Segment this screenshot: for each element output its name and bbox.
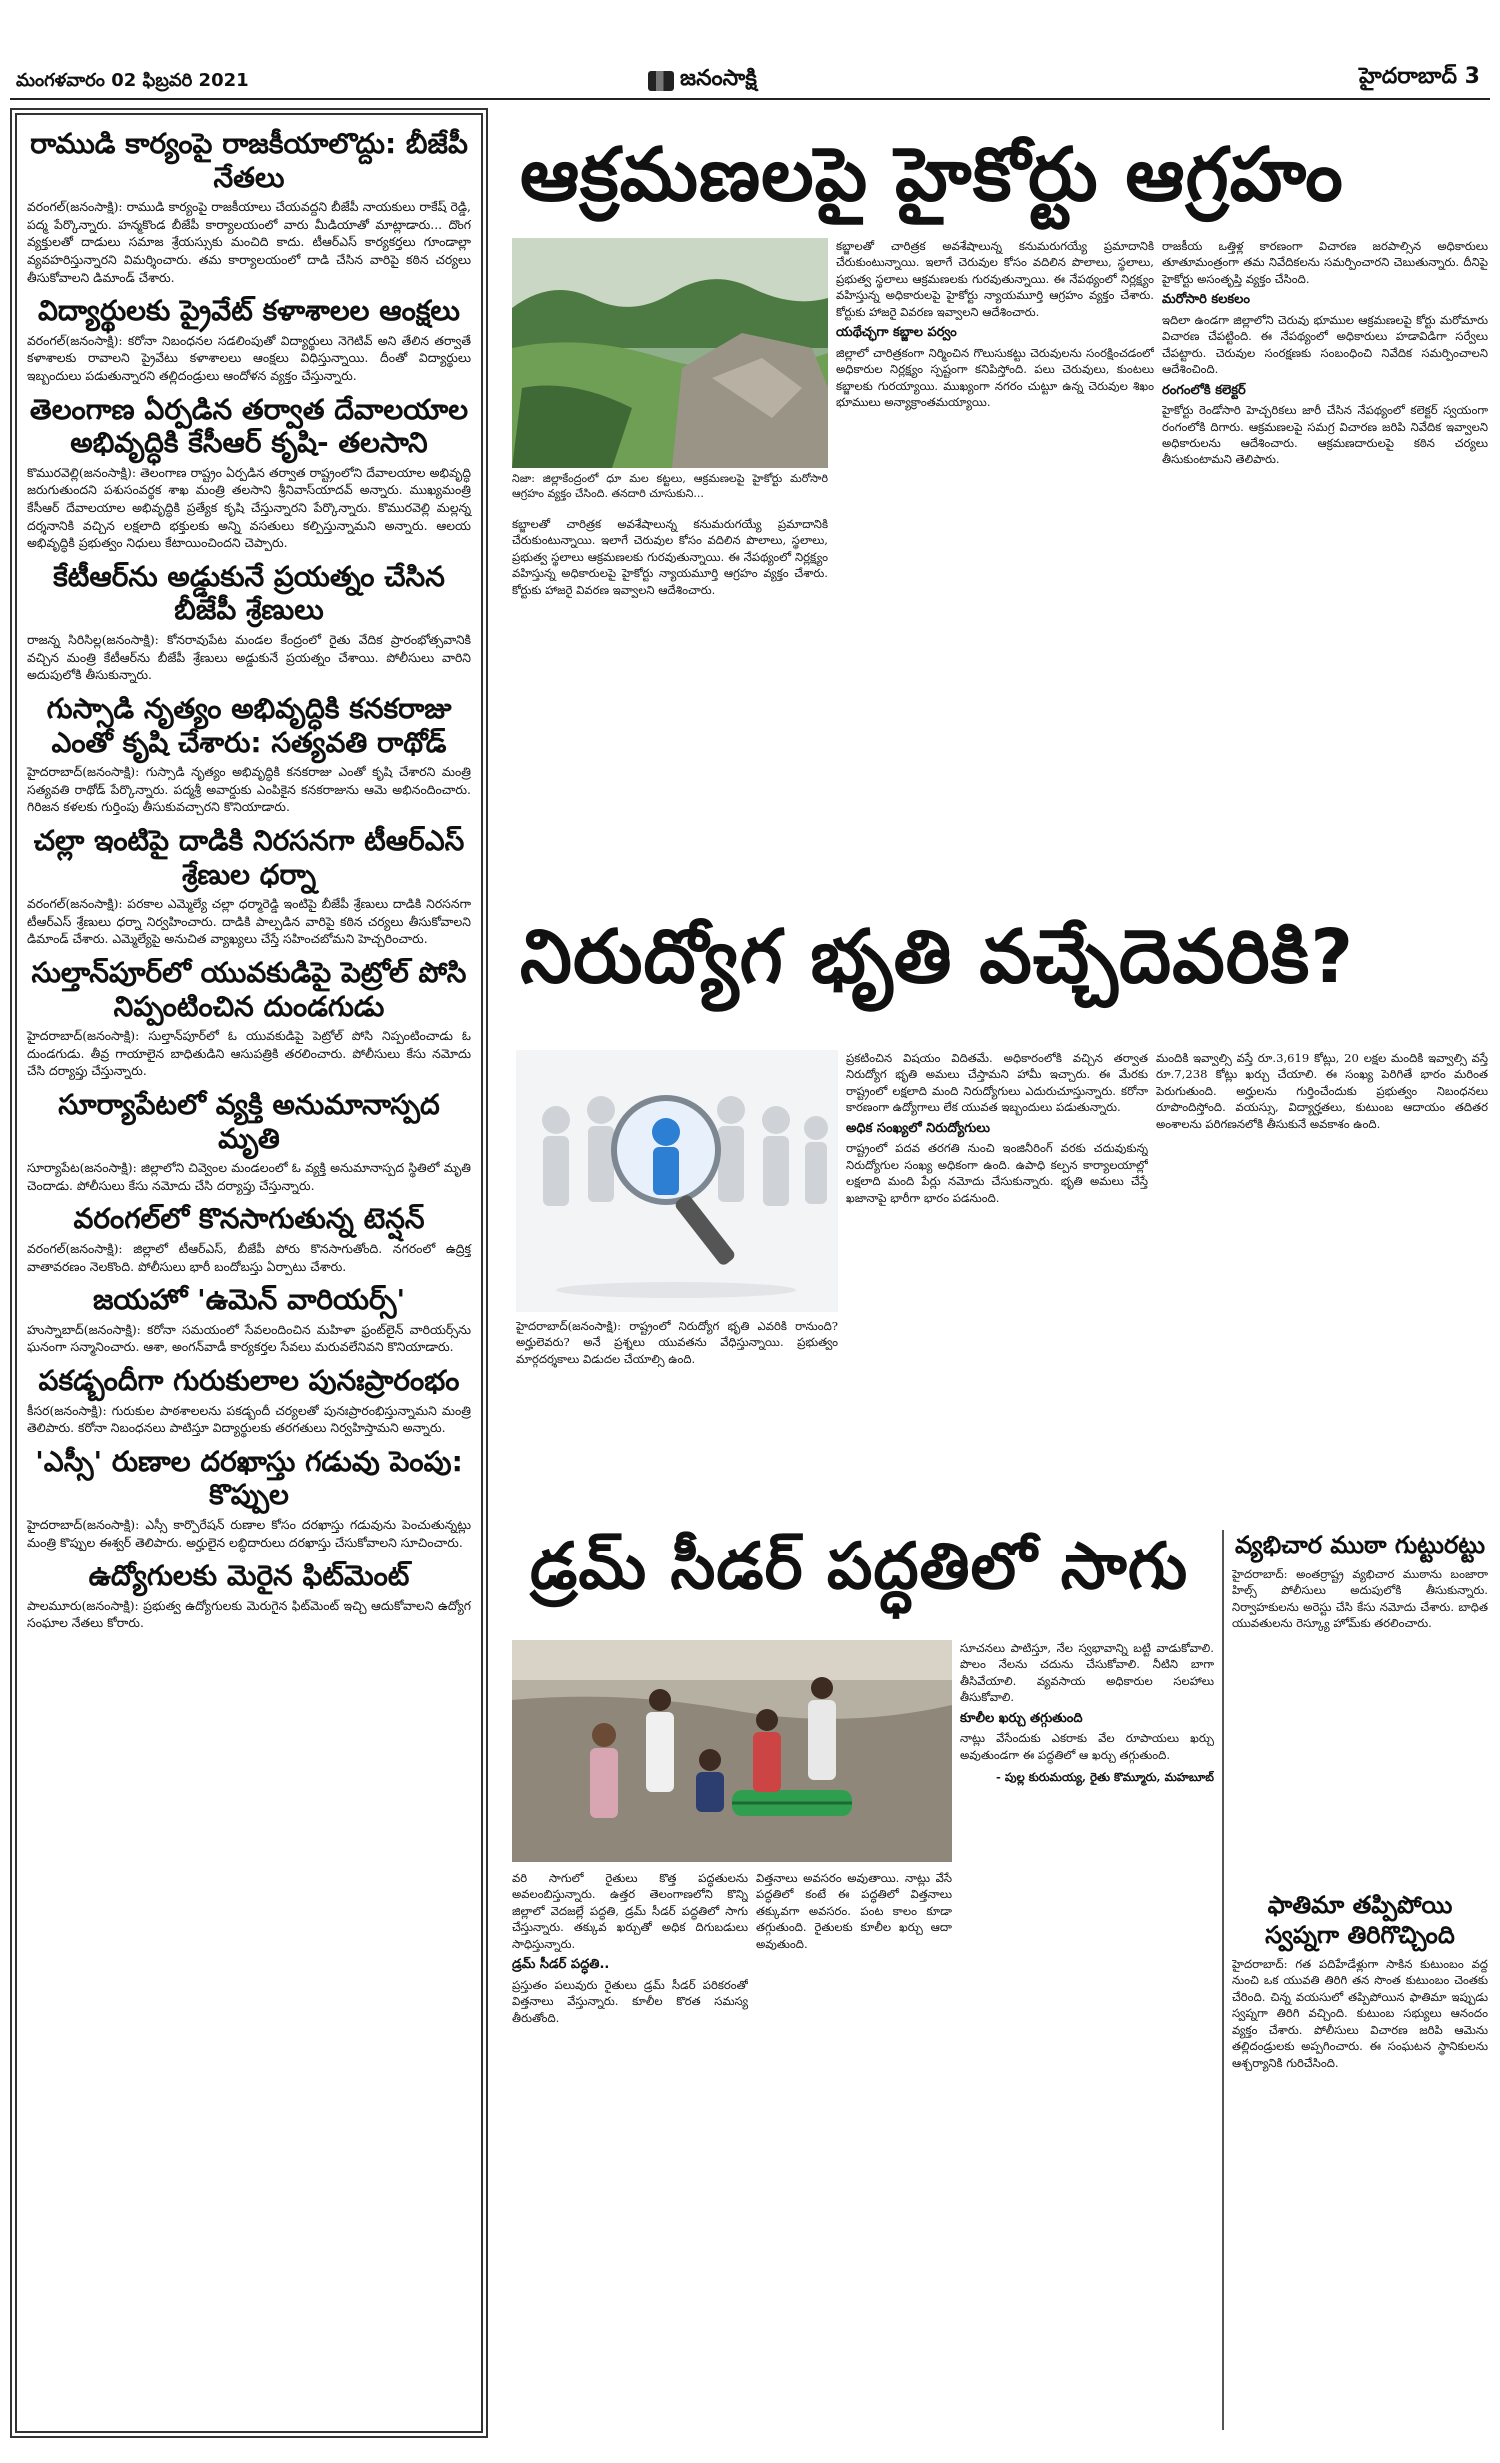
story3-subhead-2: కూలీల ఖర్చు తగ్గుతుంది	[960, 1710, 1083, 1726]
left-news-item	[27, 294, 471, 384]
left-news-item	[27, 1445, 471, 1551]
left-news-body: వరంగల్‌(జనంసాక్షి): జిల్లాలో టీఆర్‌ఎస్‌, బీజేపీ పోరు కొనసాగుతోంది. నగరంలో ఉద్రిక్త వాతావరణం నెలకొంది. పోలీసులు భారీ బందోబస్తు ఏర్పాటు చేశారు.	[27, 1240, 471, 1274]
story3-body-e: నాట్లు వేసేందుకు ఎకరాకు వేల రూపాయలు ఖర్చు అవుతుండగా ఈ పద్ధతిలో ఆ ఖర్చు తగ్గుతుంది.	[960, 1731, 1214, 1762]
left-news-headline: కేటీఆర్‌ను అడ్డుకునే ప్రయత్నం చేసిన బీజేపీ శ్రేణులు	[53, 559, 445, 627]
story2-subhead-1: అధిక సంఖ్యలో నిరుద్యోగులు	[846, 1120, 990, 1136]
left-news-body: హైదరాబాద్‌(జనంసాక్షి): ఎస్సీ కార్పొరేషన్‌ రుణాల కోసం దరఖాస్తు గడువును పెంచుతున్నట్లు మంత్రి కొప్పుల ఈశ్వర్‌ తెలిపారు. అర్హులైన లబ్ధిదారులు దరఖాస్తు చేసుకోవాలని సూచించారు.	[27, 1516, 471, 1550]
story3-text-col0	[512, 1870, 748, 2430]
left-news-item	[27, 956, 471, 1080]
story3-body-b: ప్రస్తుతం పలువురు రైతులు డ్రమ్‌ సీడర్‌ పరికరంతో విత్తనాలు వేస్తున్నారు. కూలీల కొరత సమస్య తీరుతోంది.	[512, 1977, 748, 2025]
story2-body-d: మందికి ఇవ్వాల్సి వస్తే రూ.3,619 కోట్లు, 20 లక్షల మందికి ఇవ్వాల్సి వస్తే రూ.7,238 కోట్లు ఖర్చు చేయాలి. ఈ సంఖ్య పెరిగితే భారం మరింత పెరుగుతుంది. అర్హులను గుర్తించేందుకు ప్రభుత్వం నిబంధనలు రూపొందిస్తోంది. వయస్సు, విద్యార్హతలు, కుటుంబ ఆదాయం తదితర అంశాలను పరిగణనలోకి తీసుకునే అవకాశం ఉంది.	[1156, 1051, 1488, 1131]
left-news-body: వరంగల్‌(జనంసాక్షి): పరకాల ఎమ్మెల్యే చల్లా ధర్మారెడ్డి ఇంటిపై బీజేపీ శ్రేణులు దాడికి నిరసనగా టీఆర్‌ఎస్‌ శ్రేణులు ధర్నా నిర్వహించారు. దాడికి పాల్పడిన వారిపై కఠిన చర్యలు తీసుకోవాలని డిమాండ్‌ చేశారు. ఎమ్మెల్యేపై అనుచిత వ్యాఖ్యలు చేస్తే సహించబోమని హెచ్చరించారు.	[27, 896, 471, 947]
story1-photo	[512, 238, 828, 468]
left-news-headline: ఉద్యోగులకు మెరైన ఫిట్‌మెంట్‌	[88, 1559, 410, 1593]
box1-headline: వ్యభిచార ముఠా గుట్టురట్టు	[1234, 1531, 1486, 1559]
story1-text-col2	[1162, 238, 1488, 898]
left-news-item	[27, 560, 471, 684]
story3-photo	[512, 1640, 952, 1862]
left-news-item	[27, 1202, 471, 1275]
story2-photo	[516, 1050, 838, 1312]
left-news-headline: 'ఎస్సీ' రుణాల దరఖాస్తు గడువు పెంపు: కొప్పుల	[35, 1444, 463, 1512]
left-news-headline: తెలంగాణ ఏర్పడిన తర్వాత దేవాలయాల అభివృద్ధికి కేసీఆర్‌ కృషి- తలసాని	[29, 392, 469, 460]
left-news-item	[27, 692, 471, 816]
story1-body-d: రాజకీయ ఒత్తిళ్ల కారణంగా విచారణ జరపాల్సిన అధికారులు తూతూమంత్రంగా తమ నివేదికలను సమర్పించారని చెబుతున్నారు. దీనిపై హైకోర్టు అసంతృప్తి వ్యక్తం చేసింది.	[1162, 239, 1488, 286]
story2-headline: నిరుద్యోగ భృతి వచ్చేదెవరికి?	[520, 914, 1355, 1000]
story2-text-col1	[846, 1050, 1148, 1500]
story1-subhead-2: మరోసారి కలకలం	[1162, 292, 1250, 308]
story3-headline: డ్రమ్‌ సీడర్‌ పద్ధతిలో సాగు	[530, 1530, 1189, 1604]
left-news-item	[27, 393, 471, 552]
story2-body-b: రాష్ట్రంలో పదవ తరగతి నుంచి ఇంజినీరింగ్‌ వరకు చదువుకున్న నిరుద్యోగుల సంఖ్య అధికంగా ఉంది. ఉపాధి కల్పన కార్యాలయాల్లో లక్షలాది మంది పేర్లు నమోదు చేసుకున్నారు. భృతి అమలు చేస్తే ఖజానాపై భారీగా భారం పడనుంది.	[846, 1141, 1148, 1205]
left-news-column	[10, 108, 488, 2438]
story2-text-col0	[516, 1318, 838, 1508]
story3-text-col1	[756, 1870, 952, 2430]
left-news-item	[27, 1364, 471, 1437]
story1-text-col0	[512, 516, 828, 898]
story3-body-d: సూచనలు పాటిస్తూ, నేల స్వభావాన్ని బట్టి వాడుకోవాలి. పొలం నేలను చదును చేసుకోవాలి. నీటిని బాగా తీసివేయాలి. వ్యవసాయ అధికారుల సలహాలు తీసుకోవాలి.	[960, 1641, 1214, 1705]
story3-body-a: వరి సాగులో రైతులు కొత్త పద్ధతులను అవలంబిస్తున్నారు. ఉత్తర తెలంగాణలోని కొన్ని జిల్లాలో వెదజల్లే పద్ధతి, డ్రమ్‌ సీడర్‌ పద్ధతిలో సాగు చేస్తున్నారు. తక్కువ ఖర్చుతో అధిక దిగుబడులు సాధిస్తున్నారు.	[512, 1871, 748, 1951]
left-news-body: సూర్యాపేట(జనంసాక్షి): జిల్లాలోని చివ్వెంల మండలంలో ఓ వ్యక్తి అనుమానాస్పద స్థితిలో మృతి చెందాడు. పోలీసులు కేసు నమోదు చేసి దర్యాప్తు చేస్తున్నారు.	[27, 1160, 471, 1193]
story1-body-b: కబ్జాలతో చారిత్రక అవశేషాలున్న కనుమరుగయ్యే ప్రమాదానికి చేరుకుంటున్నాయి. ఇలాగే చెరువుల కోసం వదిలిన పొలాలు, స్థలాలు, ప్రభుత్వ స్థలాలు ఆక్రమణలకు గురవుతున్నాయి. ఈ నేపథ్యంలో నిర్లక్ష్యం వహిస్తున్న అధికారులపై హైకోర్టు న్యాయమూర్తి ఆగ్రహం వ్యక్తం చేశారు. కోర్టుకు హాజరై వివరణ ఇవ్వాలని ఆదేశించారు.	[836, 239, 1154, 319]
box2	[1232, 1890, 1488, 2396]
story1-subhead-3: రంగంలోకి కలెక్టర్‌	[1162, 382, 1246, 398]
page-header	[0, 0, 1500, 104]
story3-byline: - పుల్ల కురుమయ్య, రైతు కొమ్మూరు, మహబూబ్‌	[996, 1770, 1214, 1785]
left-news-body: కొమురవెల్లి(జనంసాక్షి): తెలంగాణ రాష్ట్రం ఏర్పడిన తర్వాత రాష్ట్రంలోని దేవాలయాల అభివృద్ధి జరుగుతుందని పశుసంవర్థక శాఖ మంత్రి తలసాని శ్రీనివాస్‌యాదవ్‌ అన్నారు. ముఖ్యమంత్రి కేసీఆర్‌ దేవాలయాల అభివృద్ధికి ప్రత్యేక కృషి చేస్తున్నారని పేర్కొన్నారు. కొమురవెల్లి మల్లన్న దర్శనానికి వచ్చిన లక్షలాది భక్తులకు అన్ని వసతులు కల్పిస్తున్నామని అన్నారు. ఆలయ అభివృద్ధికి ప్రభుత్వం నిధులు కేటాయించిందని చెప్పారు.	[27, 464, 471, 551]
left-news-headline: విద్యార్థులకు ప్రైవేట్‌ కళాశాలల ఆంక్షలు	[38, 294, 460, 328]
left-news-headline: రాముడి కార్యంపై రాజకీయాలొద్దు: బీజేపీ నేతలు	[30, 127, 468, 194]
left-news-body: పాలమూరు(జనంసాక్షి): ప్రభుత్వ ఉద్యోగులకు మెరుగైన ఫిట్‌మెంట్‌ ఇచ్చి ఆదుకోవాలని ఉద్యోగ సంఘాల నేతలు కోరారు.	[27, 1597, 471, 1631]
box1-body: హైదరాబాద్‌: అంతర్రాష్ట్ర వ్యభిచార ముఠాను బంజారా హిల్స్‌ పోలీసులు అదుపులోకి తీసుకున్నారు. నిర్వాహకులను అరెస్టు చేసి కేసు నమోదు చేశారు. బాధిత యువతులను రెస్క్యూ హోమ్‌కు తరలించారు.	[1232, 1567, 1488, 1631]
story1-body-e: ఇదిలా ఉండగా జిల్లాలోని చెరువు భూముల ఆక్రమణలపై కోర్టు మరోమారు విచారణ చేపట్టింది. ఈ నేపథ్యంలో అధికారులు హడావిడిగా సర్వేలు చేపట్టారు. చెరువుల సంరక్షణకు సంబంధించి నివేదిక సమర్పించాలని ఆదేశించింది.	[1162, 312, 1488, 377]
left-news-headline: వరంగల్‌లో కొనసాగుతున్న టెన్షన్‌	[73, 1202, 425, 1236]
story1-body-f: హైకోర్టు రెండోసారి హెచ్చరికలు జారీ చేసిన నేపథ్యంలో కలెక్టర్‌ స్వయంగా రంగంలోకి దిగారు. ఆక్రమణలపై సమగ్ర విచారణ జరిపి నివేదిక ఇవ్వాలని అధికారులను ఆదేశించారు. ఆక్రమణదారులపై కఠిన చర్యలు తీసుకుంటామని తెలిపారు.	[1162, 403, 1488, 467]
column-divider	[1222, 1530, 1224, 2430]
left-news-item	[27, 1559, 471, 1632]
left-news-body: రాజన్న సిరిసిల్ల(జనంసాక్షి): కోనరావుపేట మండల కేంద్రంలో రైతు వేదిక ప్రారంభోత్సవానికి వచ్చిన మంత్రి కేటీఆర్‌ను బీజేపీ శ్రేణులు అడ్డుకునే ప్రయత్నం చేశాయి. పోలీసులు వారిని అదుపులోకి తీసుకున్నారు.	[27, 632, 471, 683]
left-news-headline: చల్లా ఇంటిపై దాడికి నిరసనగా టీఆర్‌ఎస్‌ శ్రేణుల ధర్నా	[33, 823, 465, 891]
left-news-headline: పకడ్బందీగా గురుకులాల పునఃప్రారంభం	[38, 1363, 460, 1397]
box1	[1232, 1530, 1488, 1866]
page-edition: హైదరాబాద్ 3	[1359, 64, 1480, 89]
left-news-body: హుస్నాబాద్‌(జనంసాక్షి): కరోనా సమయంలో సేవలందించిన మహిళా ఫ్రంట్‌లైన్‌ వారియర్స్‌ను ఘనంగా సన్మానించారు. ఆశా, అంగన్‌వాడీ కార్యకర్తల సేవలు మరువలేనివని కొనియాడారు.	[27, 1321, 471, 1355]
left-news-item	[27, 824, 471, 948]
newspaper-name: జనంసాక్షి	[680, 66, 757, 91]
story3-subhead-1: డ్రమ్‌ సీడర్‌ పద్ధతి..	[512, 1957, 610, 1973]
story1-subhead-1: యథేచ్ఛగా కబ్జాల పర్వం	[836, 325, 957, 341]
left-news-headline: సుల్తాన్‌పూర్‌లో యువకుడిపై పెట్రోల్‌ పోసి నిప్పంటించిన దుండగుడు	[31, 955, 467, 1023]
left-news-headline: గుస్సాడి నృత్యం అభివృద్ధికి కనకరాజు ఎంతో కృషి చేశారు: సత్యవతి రాథోడ్‌	[46, 691, 452, 759]
left-news-body: హైదరాబాద్‌(జనంసాక్షి): సుల్తాన్‌పూర్‌లో ఓ యువకుడిపై పెట్రోల్‌ పోసి నిప్పంటించాడు ఓ దుండగుడు. తీవ్ర గాయాలైన బాధితుడిని ఆసుపత్రికి తరలించారు. పోలీసులు కేసు నమోదు చేసి దర్యాప్తు చేస్తున్నారు.	[27, 1028, 471, 1079]
story1-caption: నిజా: జిల్లాకేంద్రంలో ధూ మల కట్టలు, ఆక్రమణలపై హైకోర్టు మరోసారి ఆగ్రహం వ్యక్తం చేసింది. తనదారి చూసుకుని...	[512, 472, 828, 500]
box2-body: హైదరాబాద్‌: గత పదిహేడేళ్లుగా సాకిన కుటుంబం వద్ద నుంచి ఒక యువతి తిరిగి తన సొంత కుటుంబం చెంతకు చేరింది. చిన్న వయసులో తప్పిపోయిన ఫాతిమా ఇప్పుడు స్వప్నగా తిరిగి వచ్చింది. కుటుంబ సభ్యులు ఆనందం వ్యక్తం చేశారు. పోలీసులు విచారణ జరిపి ఆమెను తల్లిదండ్రులకు అప్పగించారు. ఈ సంఘటన స్థానికులను ఆశ్చర్యానికి గురిచేసింది.	[1232, 1957, 1488, 2070]
newspaper-logo-icon	[648, 71, 674, 91]
story2-text-col2	[1156, 1050, 1488, 1500]
story1-text-col1	[836, 238, 1154, 898]
left-news-body: వరంగల్‌(జనంసాక్షి): రాముడి కార్యంపై రాజకీయాలు చేయవద్దని బీజేపీ నాయకులు రాకేష్‌ రెడ్డి, పద్మ పేర్కొన్నారు. హన్మకొండ బీజేపీ కార్యాలయంలో వారు మీడియాతో మాట్లాడారు... దొంగ వ్యక్తులతో దాడులు సమాజ శ్రేయస్సుకు మంచిది కాదు. టీఆర్‌ఎస్‌ కార్యకర్తలు గూండాల్లా వ్యవహరిస్తున్నారని విమర్శించారు. తమ కార్యాలయంలో దాడి చేసిన వారిపై కఠిన చర్యలు తీసుకోవాలని డిమాండ్‌ చేశారు.	[27, 199, 471, 285]
left-news-item	[27, 127, 471, 286]
header-rule	[10, 98, 1490, 100]
left-news-headline: జయహో 'ఉమెన్‌ వారియర్స్‌'	[92, 1283, 406, 1317]
masthead	[648, 66, 757, 96]
left-news-item	[27, 1088, 471, 1194]
left-news-item	[27, 1283, 471, 1356]
story3-text-col2	[960, 1640, 1214, 2430]
story3-body-c: విత్తనాలు అవసరం అవుతాయి. నాట్లు వేసే పద్ధతిలో కంటే ఈ పద్ధతిలో విత్తనాలు తక్కువగా అవసరం. పంట కాలం కూడా తగ్గుతుంది. రైతులకు కూలీల ఖర్చు ఆదా అవుతుంది.	[756, 1871, 952, 1951]
box2-headline: ఫాతిమా తప్పిపోయి స్వప్నగా తిరిగొచ్చింది	[1265, 1891, 1455, 1949]
issue-date: మంగళవారం 02 ఫిబ్రవరి 2021	[16, 70, 249, 91]
left-news-body: కీసర(జనంసాక్షి): గురుకుల పాఠశాలలను పకడ్బందీ చర్యలతో పునఃప్రారంభిస్తున్నామని మంత్రి తెలిపారు. కరోనా నిబంధనలు పాటిస్తూ విద్యార్థులకు తరగతులు నిర్వహిస్తామని అన్నారు.	[27, 1402, 471, 1436]
story1-headline: ఆక్రమణలపై హైకోర్టు ఆగ్రహం	[520, 132, 1344, 218]
left-news-body: వరంగల్‌(జనంసాక్షి): కరోనా నిబంధనల సడలింపుతో విద్యార్థులు నెగెటివ్‌ అని తేలిన తర్వాతే కళాశాలకు రావాలని ప్రైవేటు కళాశాలలు ఆంక్షలు విధిస్తున్నాయి. దీంతో విద్యార్థులు ఇబ్బందులు పడుతున్నారని తల్లిదండ్రులు ఆందోళన వ్యక్తం చేస్తున్నారు.	[27, 332, 471, 384]
story2-body-c: హైదరాబాద్‌(జనంసాక్షి): రాష్ట్రంలో నిరుద్యోగ భృతి ఎవరికి రానుంది? అర్హులెవరు? అనే ప్రశ్నలు యువతను వేధిస్తున్నాయి. ప్రభుత్వం మార్గదర్శకాలు విడుదల చేయాల్సి ఉంది.	[516, 1319, 838, 1366]
story1-body-c: జిల్లాలో చారిత్రకంగా నిర్మించిన గొలుసుకట్టు చెరువులను సంరక్షించడంలో అధికారుల నిర్లక్ష్యం స్పష్టంగా కనిపిస్తోంది. పలు చెరువులు, కుంటలు కబ్జాలకు గురయ్యాయి. ముఖ్యంగా నగరం చుట్టూ ఉన్న చెరువుల శిఖం భూములు అన్యాక్రాంతమయ్యాయి.	[836, 345, 1154, 410]
story1-body-a: కబ్జాలతో చారిత్రక అవశేషాలున్న కనుమరుగయ్యే ప్రమాదానికి చేరుకుంటున్నాయి. ఇలాగే చెరువుల కోసం వదిలిన పొలాలు, స్థలాలు, ప్రభుత్వ స్థలాలు ఆక్రమణలకు గురవుతున్నాయి. ఈ నేపథ్యంలో నిర్లక్ష్యం వహిస్తున్న అధికారులపై హైకోర్టు న్యాయమూర్తి ఆగ్రహం వ్యక్తం చేశారు. కోర్టుకు హాజరై వివరణ ఇవ్వాలని ఆదేశించారు.	[512, 517, 828, 597]
left-news-body: హైదరాబాద్‌(జనంసాక్షి): గుస్సాడి నృత్యం అభివృద్ధికి కనకరాజు ఎంతో కృషి చేశారని మంత్రి సత్యవతి రాథోడ్‌ పేర్కొన్నారు. పద్మశ్రీ అవార్డుకు ఎంపికైన కనకరాజును ఆమె అభినందించారు. గిరిజన కళలకు గుర్తింపు తీసుకువచ్చారని కొనియాడారు.	[27, 764, 471, 815]
story2-body-a: ప్రకటించిన విషయం విదితమే. అధికారంలోకి వచ్చిన తర్వాత నిరుద్యోగ భృతి అమలు చేస్తామని హామీ ఇచ్చారు. ఈ మేరకు రాష్ట్రంలో లక్షలాది మంది నిరుద్యోగులు ఎదురుచూస్తున్నారు. కరోనా కారణంగా ఉద్యోగాలు లేక యువత ఇబ్బందులు పడుతున్నారు.	[846, 1051, 1148, 1115]
left-news-headline: సూర్యాపేటలో వ్యక్తి అనుమానాస్పద మృతి	[58, 1087, 440, 1155]
